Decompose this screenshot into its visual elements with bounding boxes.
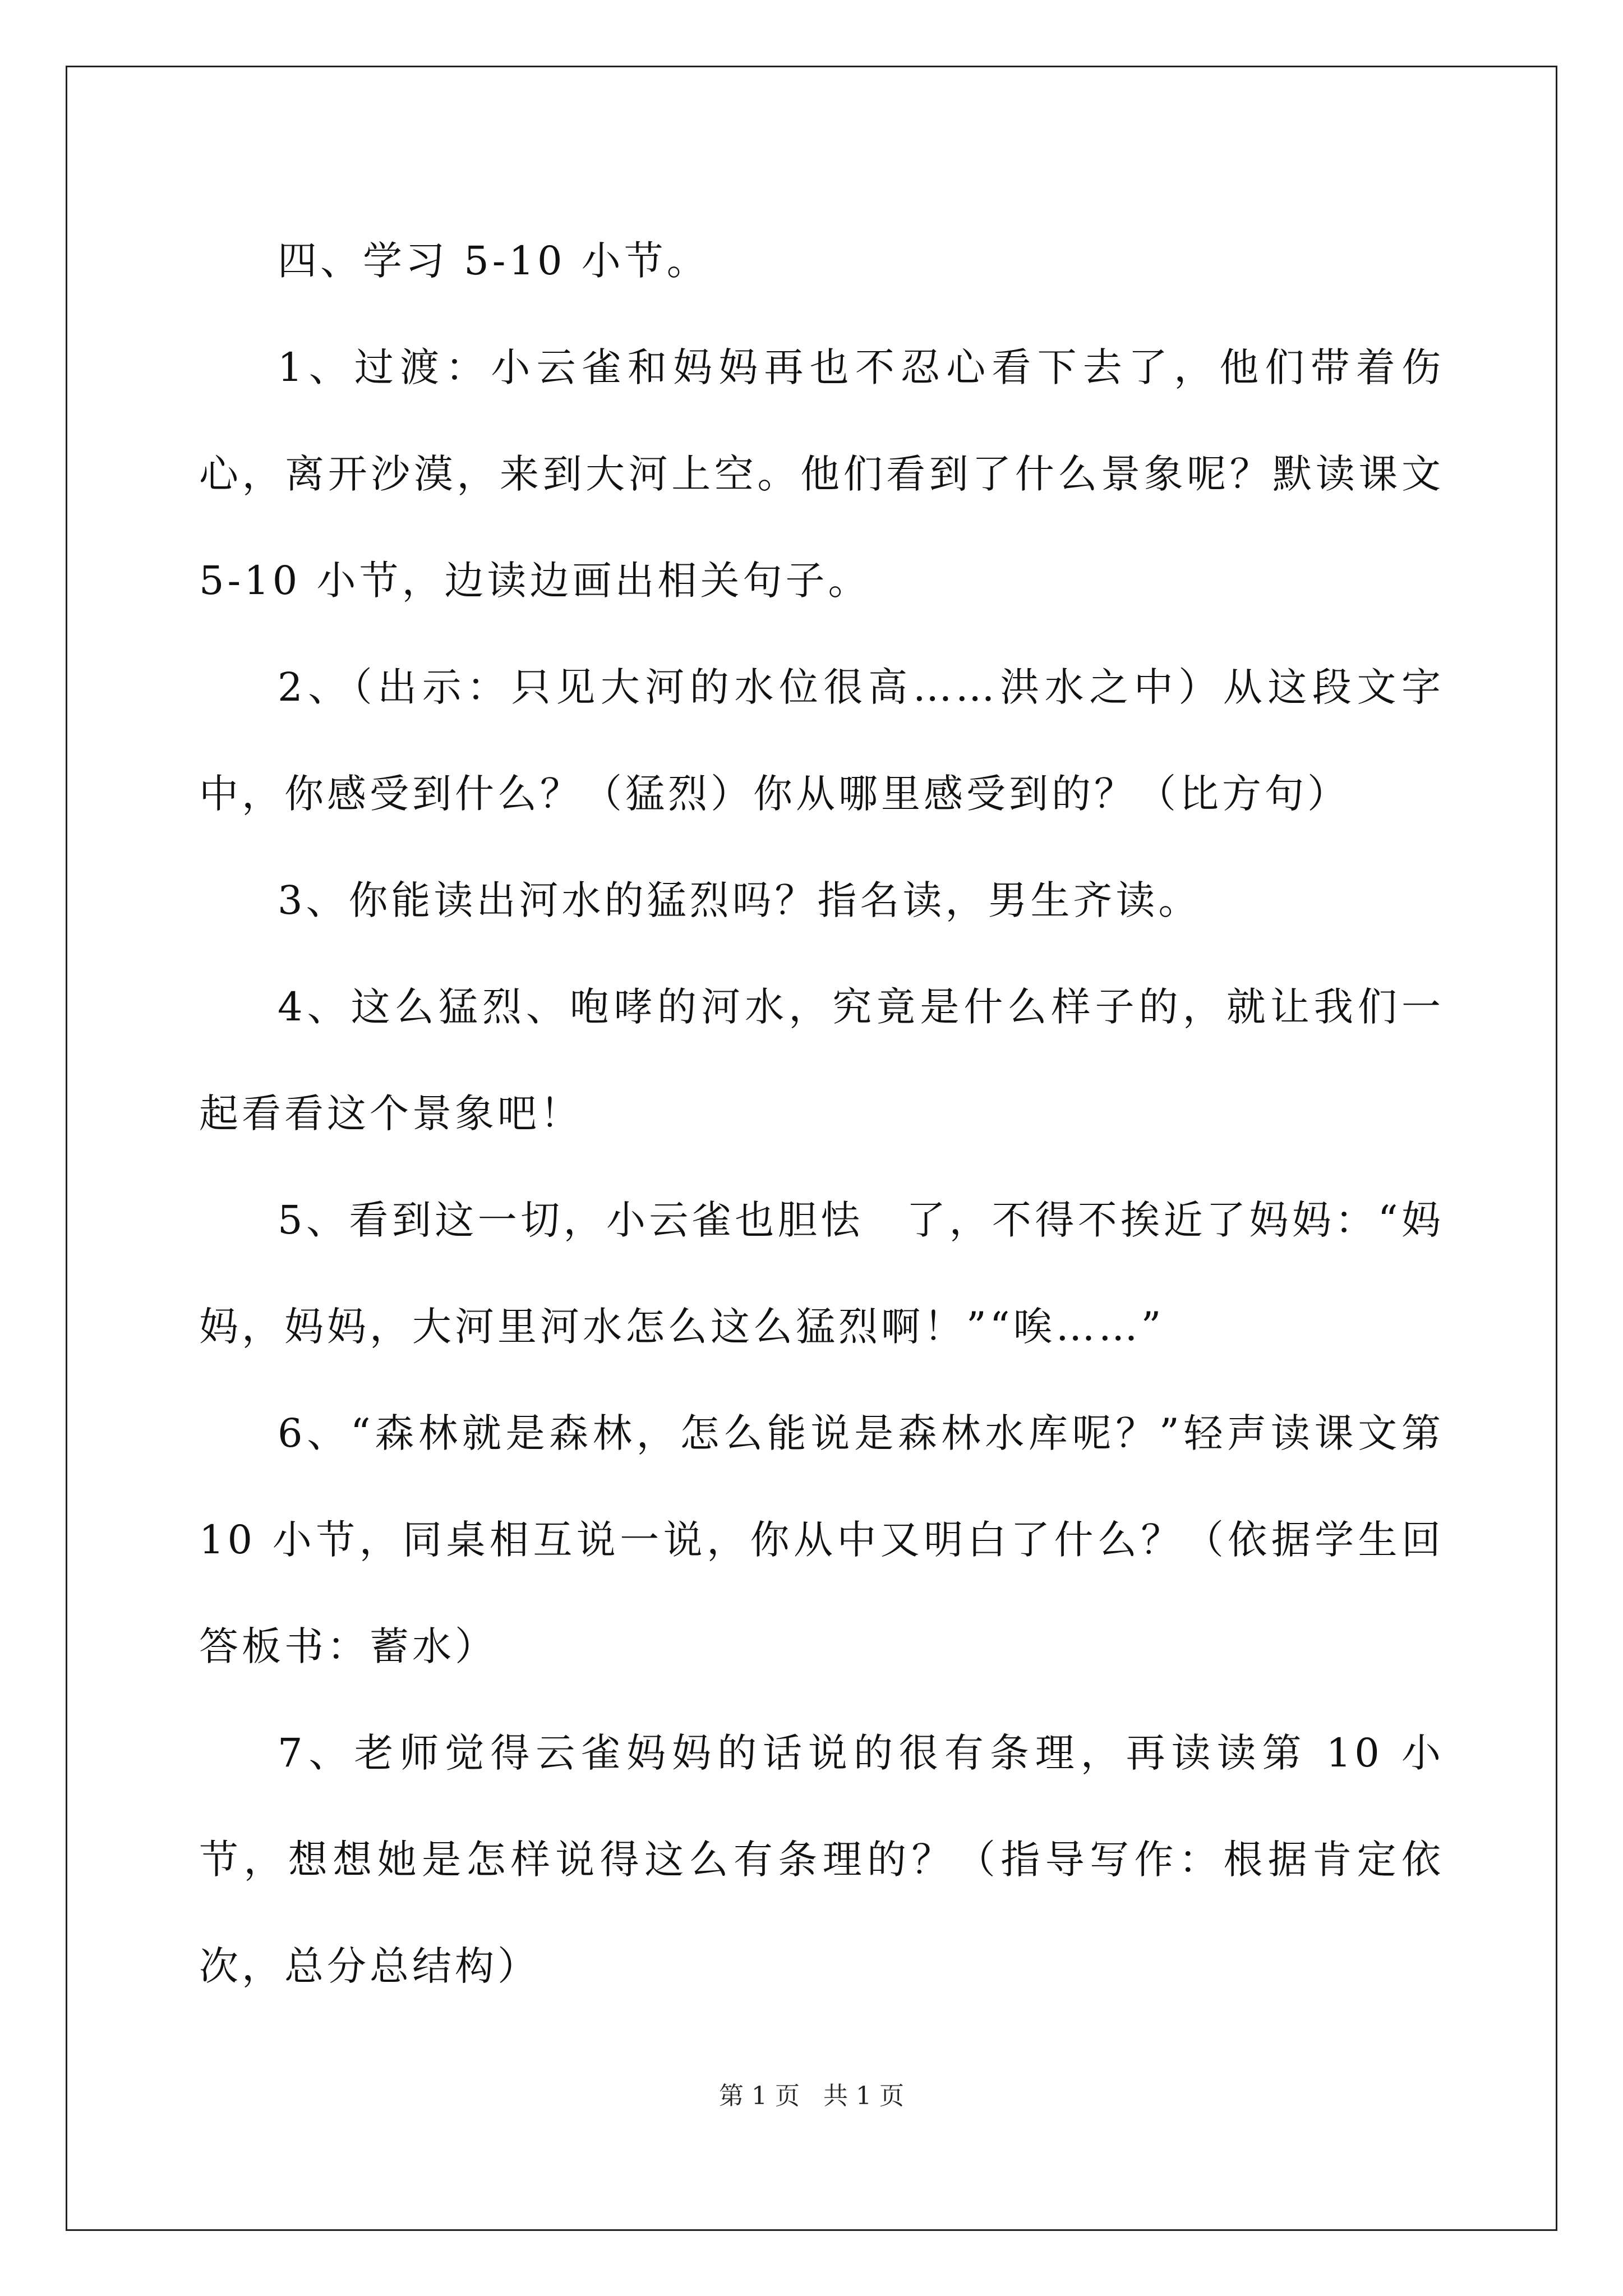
- page-number-current: 第 1 页: [719, 2082, 800, 2110]
- paragraph-item-6: 6、“森林就是森林，怎么能说是森林水库呢？”轻声读课文第 10 小节，同桌相互说一说，你从中又明白了什么？（依据学生回答板书：蓄水）: [199, 1410, 1444, 1669]
- paragraph-section-heading: 四、学习 5-10 小节。: [278, 238, 709, 284]
- paragraph-item-5: 5、看到这一切，小云雀也胆怯 了，不得不挨近了妈妈：“妈妈，妈妈，大河里河水怎么这么猛烈啊！”“唉……”: [199, 1197, 1444, 1350]
- page-footer: [0, 2076, 1623, 2111]
- page-number-total: 共 1 页: [823, 2082, 904, 2110]
- paragraph-item-1: 1、过渡：小云雀和妈妈再也不忍心看下去了，他们带着伤心，离开沙漠，来到大河上空。他们看到了什么景象呢？默读课文 5-10 小节，边读边画出相关句子。: [199, 344, 1444, 604]
- paragraph-item-2: 2、（出示：只见大河的水位很高……洪水之中）从这段文字中，你感受到什么？（猛烈）你从哪里感受到的？（比方句）: [199, 664, 1444, 817]
- paragraph-item-4: 4、这么猛烈、咆哮的河水，究竟是什么样子的，就让我们一起看看这个景象吧！: [199, 984, 1444, 1137]
- paragraph-item-7: 7、老师觉得云雀妈妈的话说的很有条理，再读读第 10 小节，想想她是怎样说得这么有条理的？（指导写作：根据肯定依次，总分总结构）: [199, 1730, 1444, 1989]
- paragraph-item-3: 3、你能读出河水的猛烈吗？指名读，男生齐读。: [278, 877, 1201, 923]
- document-body: [199, 208, 1444, 2019]
